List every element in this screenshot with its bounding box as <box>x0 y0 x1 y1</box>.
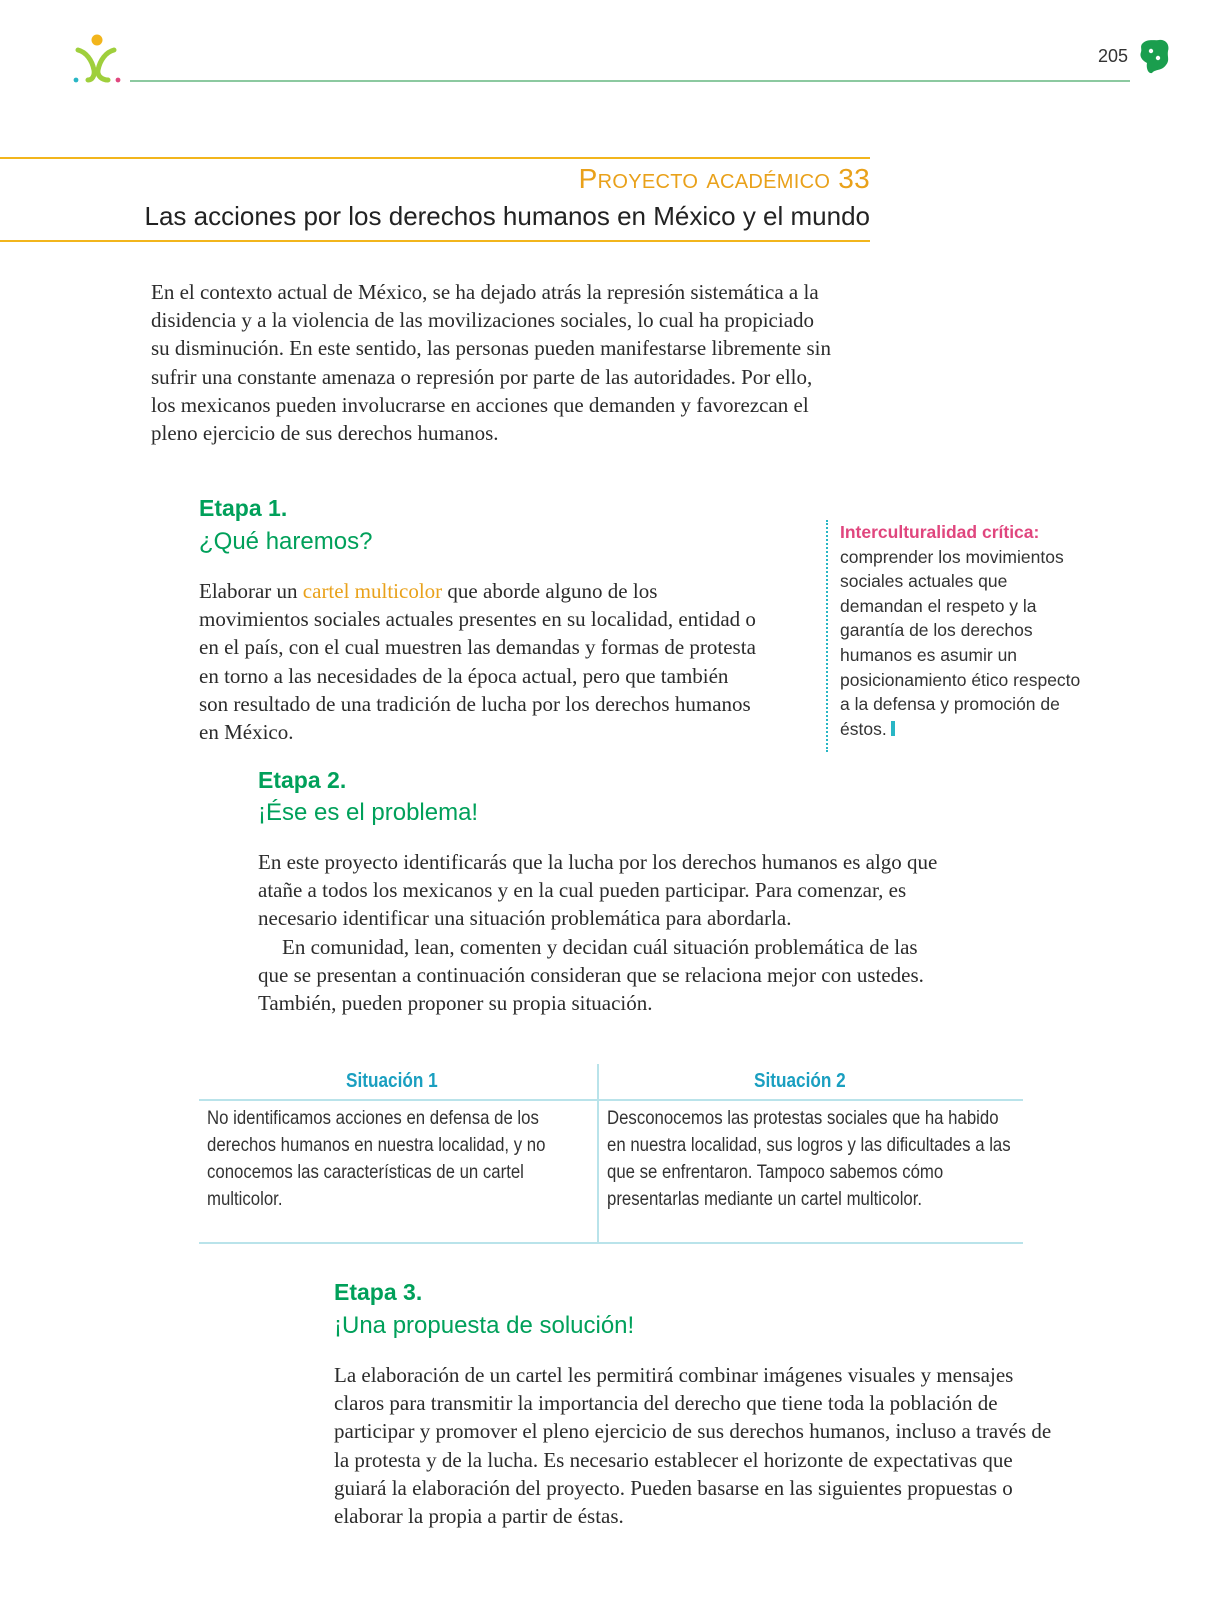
glyph-icon <box>1137 38 1171 74</box>
sidebar-text: comprender los movimientos sociales actuales que demandan el respeto y la garantía de los derechos humanos es asumir un posicionamiento ético respecto a la defensa y promoción de éstos. <box>840 546 1081 739</box>
project-subtitle: Las acciones por los derechos humanos en México y el mundo <box>144 201 870 231</box>
etapa-2-number: Etapa 2. <box>258 767 347 793</box>
table-cell-situacion-2: Desconocemos las protestas sociales que ha habido en nuestra localidad, sus logros y las dificultades a las que se enfrentaron. Tampoco sabemos cómo presentarlas mediante un cartel multicolor. <box>607 1107 1011 1210</box>
etapa-3-number: Etapa 3. <box>334 1279 423 1305</box>
table-divider-bottom <box>199 1242 1023 1244</box>
project-label: Proyecto académico 33 <box>578 163 870 194</box>
etapa-2-body <box>258 848 948 1017</box>
intro-paragraph: En el contexto actual de México, se ha dejado atrás la represión sistemática a la disidencia y a la violencia de las movilizaciones sociales, lo cual ha propiciado su disminución. En este sentido, las personas pueden manifestarse libremente sin sufrir una constante amenaza o represión por parte de las autoridades. Por ello, los mexicanos pueden involucrarse en acciones que demanden y favorezcan el pleno ejercicio de sus derechos humanos. <box>151 280 832 446</box>
book-logo-icon <box>70 30 130 86</box>
etapa-1-paragraph <box>199 577 759 746</box>
etapa-2-paragraph-1: En este proyecto identificarás que la lucha por los derechos humanos es algo que atañe a todos los mexicanos y en la cual pueden participar. Para comenzar, es necesario identificar una situación problemática para abordarla. <box>258 850 938 931</box>
table-cell-situacion-1: No identificamos acciones en defensa de los derechos humanos en nuestra localidad, y no conocemos las características de un cartel multicolor. <box>207 1107 546 1210</box>
etapa-1-text-after: que aborde alguno de los movimientos sociales actuales presentes en su localidad, entidad o en el país, con el cual muestren las demandas y formas de protesta en torno a las necesidades de la época actual, pero que también son resultado de una tradición de lucha por los derechos humanos en México. <box>199 579 756 745</box>
table-divider-vertical <box>597 1064 599 1244</box>
sidebar-keyword: Interculturalidad crítica: <box>840 522 1040 542</box>
etapa-3-title: ¡Una propuesta de solución! <box>334 1312 635 1339</box>
etapa-1-text-before: Elaborar un <box>199 579 303 603</box>
etapa-1-title: ¿Qué haremos? <box>199 528 373 555</box>
table-header-situacion-1: Situación 1 <box>346 1070 438 1092</box>
title-rule-top <box>0 157 870 159</box>
title-rule-bottom <box>0 240 870 242</box>
etapa-1-number: Etapa 1. <box>199 495 288 521</box>
end-mark-icon <box>891 721 895 736</box>
etapa-2-paragraph-2: En comunidad, lean, comenten y decidan cuál situación problemática de las que se presentan a continuación consideran que se relaciona mejor con ustedes. También, pueden proponer su propia situación. <box>258 934 924 1016</box>
etapa-2-title: ¡Ése es el problema! <box>258 799 479 826</box>
table-divider-header <box>199 1099 1023 1101</box>
etapa-1-highlight: cartel multicolor <box>302 579 443 603</box>
header-rule <box>130 80 1130 82</box>
sidebar-note <box>826 520 1090 752</box>
table-header-situacion-2: Situación 2 <box>754 1070 846 1092</box>
situations-table <box>199 1064 1023 1244</box>
etapa-3-paragraph: La elaboración de un cartel les permitirá combinar imágenes visuales y mensajes claros para transmitir la importancia del derecho que tiene toda la población de participar y promover el pleno ejercicio de sus derechos humanos, incluso a través de la protesta y de la lucha. Es necesario establecer el horizonte de expectativas que guiará la elaboración del proyecto. Pueden basarse en las siguientes propuestas o elaborar la propia a partir de éstas. <box>334 1363 1052 1529</box>
page-number: 205 <box>1098 46 1129 66</box>
